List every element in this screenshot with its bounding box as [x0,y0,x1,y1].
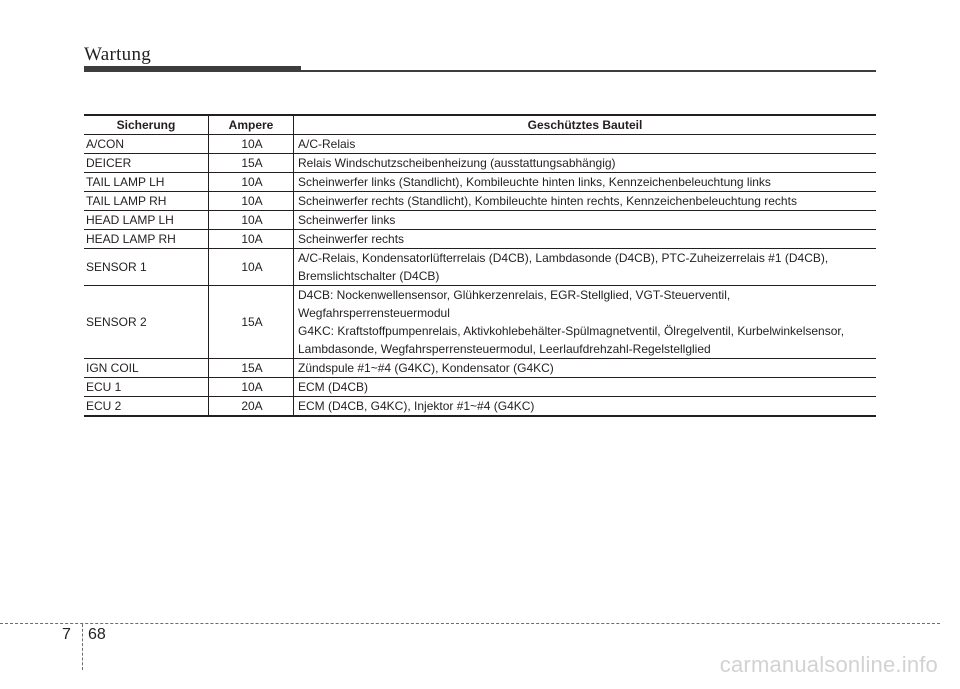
component-line: Scheinwerfer rechts (Standlicht), Kombileuchte hinten rechts, Kennzeichenbeleuchtung rechts [298,194,797,208]
table-header-row [84,115,876,135]
component-cell [294,211,877,230]
component-line: A/C-Relais [298,137,356,151]
component-cell [294,397,877,417]
component-cell [294,378,877,397]
page-number: 68 [88,626,106,643]
component-line: ECM (D4CB) [298,380,369,394]
table-row [84,135,876,154]
component-line: A/C-Relais, Kondensatorlüfterrelais (D4CB), Lambdasonde (D4CB), PTC-Zuheizerrelais #1 (D4CB), [298,251,829,265]
component-line: Scheinwerfer links [298,213,396,227]
page-section-title: Wartung [84,44,152,65]
table-row [84,286,876,359]
component-line: Scheinwerfer links (Standlicht), Kombileuchte hinten links, Kennzeichenbeleuchtung links [298,175,771,189]
component-line: ECM (D4CB, G4KC), Injektor #1~#4 (G4KC) [298,399,535,413]
fuse-name-cell: TAIL LAMP LH [84,173,209,192]
component-cell [294,154,877,173]
component-cell [294,173,877,192]
table-row [84,230,876,249]
table-row [84,154,876,173]
ampere-cell: 10A [209,378,294,397]
table-body [84,135,876,417]
ampere-cell: 15A [209,286,294,359]
column-header-ampere: Ampere [209,115,294,135]
component-line: Relais Windschutzscheibenheizung (ausstattungsabhängig) [298,156,616,170]
component-cell [294,230,877,249]
ampere-cell: 15A [209,154,294,173]
table-row [84,173,876,192]
table-row [84,359,876,378]
component-line: Scheinwerfer rechts [298,232,405,246]
component-cell [294,359,877,378]
fuse-table [84,114,876,417]
table-row [84,211,876,230]
fuse-name-cell: HEAD LAMP LH [84,211,209,230]
table-row [84,378,876,397]
component-line: D4CB: Nockenwellensensor, Glühkerzenrelais, EGR-Stellglied, VGT-Steuerventil, Wegfahrsperrensteuermodul [298,288,731,320]
component-cell [294,286,877,359]
table-row [84,249,876,286]
ampere-cell: 20A [209,397,294,417]
ampere-cell: 10A [209,192,294,211]
fuse-name-cell: HEAD LAMP RH [84,230,209,249]
fuse-name-cell: DEICER [84,154,209,173]
header-rule-thin [84,70,876,72]
ampere-cell: 10A [209,249,294,286]
ampere-cell: 10A [209,230,294,249]
footer-dashed-rule [0,623,940,624]
fuse-name-cell: A/CON [84,135,209,154]
ampere-cell: 10A [209,135,294,154]
fuse-name-cell: TAIL LAMP RH [84,192,209,211]
table-row [84,192,876,211]
footer-vertical-divider [82,624,83,670]
watermark: carmanualsonline.info [719,652,938,677]
fuse-name-cell: IGN COIL [84,359,209,378]
component-line: Lambdasonde, Wegfahrsperrensteuermodul, Leerlaufdrehzahl-Regelstellglied [298,342,711,356]
ampere-cell: 10A [209,173,294,192]
column-header-component: Geschütztes Bauteil [294,115,877,135]
table-row [84,397,876,417]
component-cell [294,249,877,286]
ampere-cell: 15A [209,359,294,378]
chapter-number: 7 [62,626,71,643]
component-cell [294,135,877,154]
fuse-name-cell: SENSOR 2 [84,286,209,359]
component-line: Bremslichtschalter (D4CB) [298,269,440,283]
column-header-fuse: Sicherung [84,115,209,135]
fuse-name-cell: SENSOR 1 [84,249,209,286]
fuse-name-cell: ECU 2 [84,397,209,417]
ampere-cell: 10A [209,211,294,230]
component-cell [294,192,877,211]
component-line: Zündspule #1~#4 (G4KC), Kondensator (G4KC) [298,361,554,375]
component-line: G4KC: Kraftstoffpumpenrelais, Aktivkohlebehälter-Spülmagnetventil, Ölregelventil, Kurbelwinkelsensor, [298,324,845,338]
fuse-name-cell: ECU 1 [84,378,209,397]
